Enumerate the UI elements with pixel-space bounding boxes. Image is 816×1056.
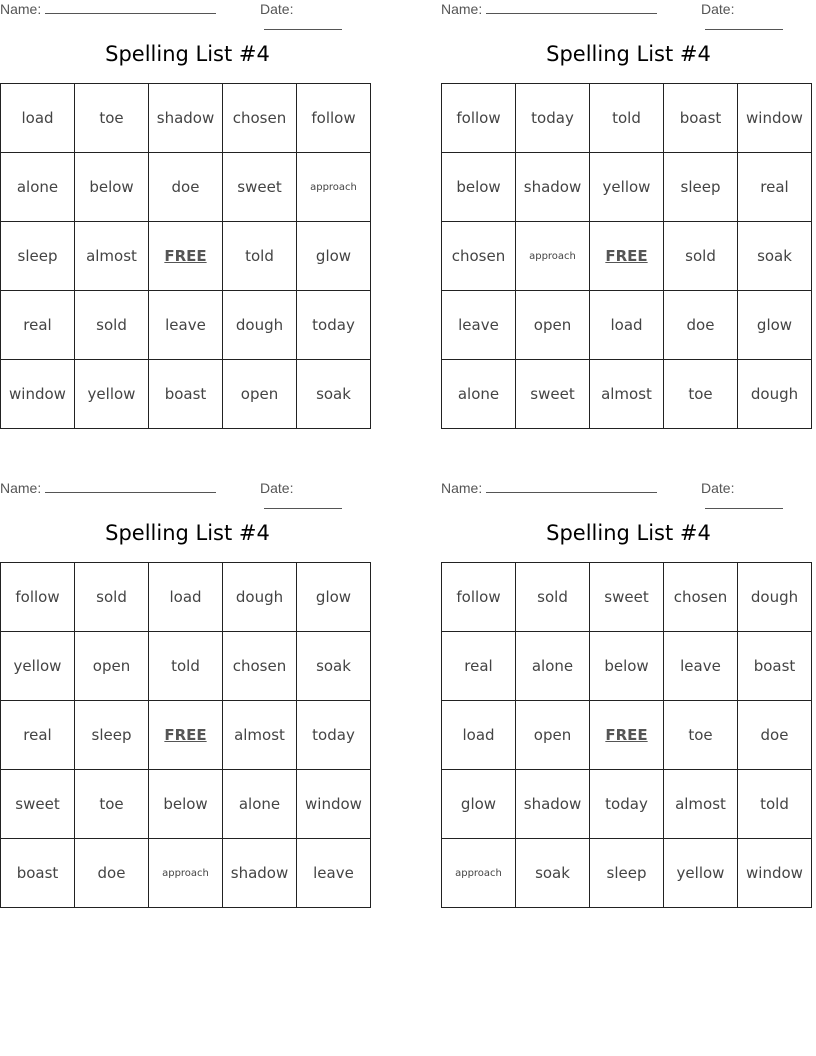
- word-cell[interactable]: shadow: [516, 153, 590, 222]
- word-cell[interactable]: sleep: [75, 701, 149, 770]
- name-line[interactable]: [45, 480, 216, 493]
- word-cell[interactable]: dough: [223, 291, 297, 360]
- grid-row: [442, 701, 812, 770]
- word-cell[interactable]: doe: [664, 291, 738, 360]
- free-cell[interactable]: FREE: [590, 701, 664, 770]
- word-cell[interactable]: follow: [442, 563, 516, 632]
- grid-row: [442, 153, 812, 222]
- word-cell[interactable]: doe: [738, 701, 812, 770]
- word-cell[interactable]: follow: [1, 563, 75, 632]
- name-line[interactable]: [486, 1, 657, 14]
- free-cell[interactable]: FREE: [590, 222, 664, 291]
- word-cell[interactable]: yellow: [664, 839, 738, 908]
- word-cell[interactable]: sleep: [1, 222, 75, 291]
- word-cell[interactable]: chosen: [442, 222, 516, 291]
- word-cell[interactable]: told: [590, 84, 664, 153]
- word-cell[interactable]: boast: [664, 84, 738, 153]
- card-header: [0, 0, 375, 22]
- word-cell[interactable]: sold: [75, 563, 149, 632]
- date-label: Date:: [260, 1, 294, 17]
- word-cell[interactable]: follow: [297, 84, 371, 153]
- word-cell[interactable]: told: [738, 770, 812, 839]
- name-line[interactable]: [45, 1, 216, 14]
- date-line[interactable]: [264, 17, 342, 30]
- word-cell[interactable]: sold: [516, 563, 590, 632]
- bingo-grid: [441, 562, 812, 908]
- grid-row: [1, 222, 371, 291]
- word-cell[interactable]: boast: [738, 632, 812, 701]
- word-cell[interactable]: open: [75, 632, 149, 701]
- word-cell[interactable]: soak: [297, 632, 371, 701]
- grid-row: [1, 563, 371, 632]
- word-cell[interactable]: today: [516, 84, 590, 153]
- card-header: [441, 0, 816, 22]
- name-field[interactable]: [441, 1, 657, 17]
- date-line[interactable]: [705, 17, 783, 30]
- word-cell[interactable]: toe: [664, 360, 738, 429]
- name-field[interactable]: [0, 1, 216, 17]
- grid-row: [1, 632, 371, 701]
- grid-row: [1, 770, 371, 839]
- word-cell[interactable]: real: [442, 632, 516, 701]
- word-cell[interactable]: real: [738, 153, 812, 222]
- name-label: Name:: [0, 1, 42, 17]
- word-cell[interactable]: sweet: [590, 563, 664, 632]
- grid-row: [442, 291, 812, 360]
- name-label: Name:: [441, 1, 483, 17]
- word-cell[interactable]: dough: [738, 563, 812, 632]
- word-cell[interactable]: sweet: [516, 360, 590, 429]
- name-label: Name:: [441, 480, 483, 496]
- word-cell[interactable]: real: [1, 291, 75, 360]
- word-cell[interactable]: toe: [664, 701, 738, 770]
- name-line[interactable]: [486, 480, 657, 493]
- card-title: Spelling List #4: [546, 42, 711, 66]
- word-cell[interactable]: approach: [442, 839, 516, 908]
- word-cell[interactable]: almost: [75, 222, 149, 291]
- date-label: Date:: [260, 480, 294, 496]
- word-cell[interactable]: load: [149, 563, 223, 632]
- word-cell[interactable]: open: [223, 360, 297, 429]
- card-title: Spelling List #4: [546, 521, 711, 545]
- word-cell[interactable]: load: [1, 84, 75, 153]
- word-cell[interactable]: sold: [664, 222, 738, 291]
- bingo-grid: [441, 83, 812, 429]
- grid-row: [442, 222, 812, 291]
- grid-row: [1, 153, 371, 222]
- bingo-grid: [0, 83, 371, 429]
- word-cell[interactable]: alone: [223, 770, 297, 839]
- word-cell[interactable]: doe: [75, 839, 149, 908]
- name-label: Name:: [0, 480, 42, 496]
- word-cell[interactable]: alone: [1, 153, 75, 222]
- word-cell[interactable]: load: [590, 291, 664, 360]
- word-cell[interactable]: load: [442, 701, 516, 770]
- word-cell[interactable]: chosen: [664, 563, 738, 632]
- word-cell[interactable]: chosen: [223, 632, 297, 701]
- word-cell[interactable]: almost: [590, 360, 664, 429]
- word-cell[interactable]: almost: [223, 701, 297, 770]
- name-field[interactable]: [0, 480, 216, 496]
- word-cell[interactable]: toe: [75, 84, 149, 153]
- word-cell[interactable]: approach: [297, 153, 371, 222]
- word-cell[interactable]: window: [297, 770, 371, 839]
- word-cell[interactable]: doe: [149, 153, 223, 222]
- word-cell[interactable]: boast: [149, 360, 223, 429]
- date-field[interactable]: [260, 480, 375, 512]
- word-cell[interactable]: dough: [738, 360, 812, 429]
- word-cell[interactable]: below: [75, 153, 149, 222]
- word-cell[interactable]: open: [516, 291, 590, 360]
- word-cell[interactable]: sweet: [223, 153, 297, 222]
- word-cell[interactable]: shadow: [223, 839, 297, 908]
- grid-row: [442, 563, 812, 632]
- word-cell[interactable]: window: [1, 360, 75, 429]
- grid-row: [442, 632, 812, 701]
- word-cell[interactable]: leave: [149, 291, 223, 360]
- word-cell[interactable]: yellow: [590, 153, 664, 222]
- word-cell[interactable]: below: [442, 153, 516, 222]
- word-cell[interactable]: follow: [442, 84, 516, 153]
- word-cell[interactable]: today: [297, 701, 371, 770]
- word-cell[interactable]: real: [1, 701, 75, 770]
- word-cell[interactable]: today: [297, 291, 371, 360]
- word-cell[interactable]: approach: [149, 839, 223, 908]
- bingo-grid: [0, 562, 371, 908]
- word-cell[interactable]: told: [223, 222, 297, 291]
- word-cell[interactable]: window: [738, 84, 812, 153]
- word-cell[interactable]: sleep: [590, 839, 664, 908]
- word-cell[interactable]: approach: [516, 222, 590, 291]
- card-title: Spelling List #4: [105, 521, 270, 545]
- free-cell[interactable]: FREE: [149, 222, 223, 291]
- word-cell[interactable]: told: [149, 632, 223, 701]
- grid-row: [1, 839, 371, 908]
- grid-row: [1, 701, 371, 770]
- word-cell[interactable]: glow: [297, 563, 371, 632]
- word-cell[interactable]: glow: [297, 222, 371, 291]
- card-header: [0, 479, 375, 501]
- grid-row: [442, 839, 812, 908]
- word-cell[interactable]: window: [738, 839, 812, 908]
- word-cell[interactable]: sleep: [664, 153, 738, 222]
- word-cell[interactable]: alone: [516, 632, 590, 701]
- word-cell[interactable]: leave: [442, 291, 516, 360]
- date-field[interactable]: [701, 1, 816, 33]
- grid-row: [1, 360, 371, 429]
- date-line[interactable]: [705, 496, 783, 509]
- date-line[interactable]: [264, 496, 342, 509]
- word-cell[interactable]: boast: [1, 839, 75, 908]
- word-cell[interactable]: shadow: [149, 84, 223, 153]
- grid-row: [442, 360, 812, 429]
- word-cell[interactable]: shadow: [516, 770, 590, 839]
- grid-row: [442, 84, 812, 153]
- word-cell[interactable]: today: [590, 770, 664, 839]
- grid-row: [1, 291, 371, 360]
- date-field[interactable]: [260, 1, 375, 33]
- date-label: Date:: [701, 1, 735, 17]
- grid-row: [442, 770, 812, 839]
- free-cell[interactable]: FREE: [149, 701, 223, 770]
- date-field[interactable]: [701, 480, 816, 512]
- word-cell[interactable]: leave: [297, 839, 371, 908]
- word-cell[interactable]: alone: [442, 360, 516, 429]
- word-cell[interactable]: yellow: [1, 632, 75, 701]
- word-cell[interactable]: below: [590, 632, 664, 701]
- word-cell[interactable]: glow: [738, 291, 812, 360]
- word-cell[interactable]: almost: [664, 770, 738, 839]
- word-cell[interactable]: open: [516, 701, 590, 770]
- word-cell[interactable]: soak: [297, 360, 371, 429]
- word-cell[interactable]: chosen: [223, 84, 297, 153]
- word-cell[interactable]: sold: [75, 291, 149, 360]
- card-header: [441, 479, 816, 501]
- word-cell[interactable]: dough: [223, 563, 297, 632]
- word-cell[interactable]: yellow: [75, 360, 149, 429]
- word-cell[interactable]: toe: [75, 770, 149, 839]
- card-title: Spelling List #4: [105, 42, 270, 66]
- name-field[interactable]: [441, 480, 657, 496]
- word-cell[interactable]: glow: [442, 770, 516, 839]
- word-cell[interactable]: soak: [516, 839, 590, 908]
- word-cell[interactable]: leave: [664, 632, 738, 701]
- date-label: Date:: [701, 480, 735, 496]
- grid-row: [1, 84, 371, 153]
- word-cell[interactable]: soak: [738, 222, 812, 291]
- word-cell[interactable]: below: [149, 770, 223, 839]
- word-cell[interactable]: sweet: [1, 770, 75, 839]
